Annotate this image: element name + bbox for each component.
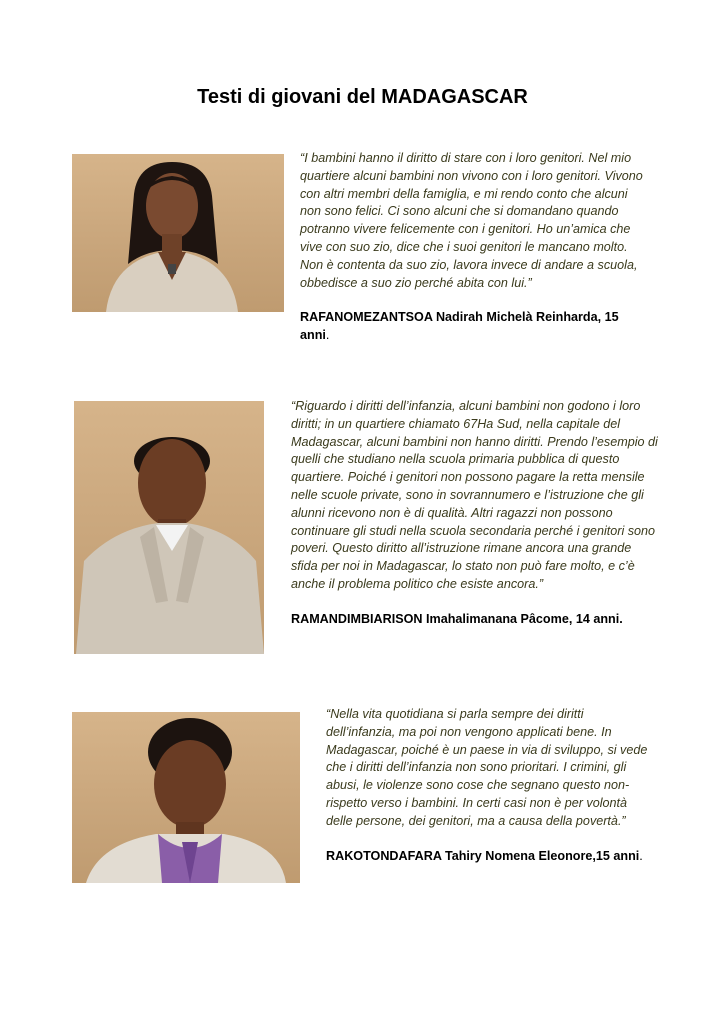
testimonial-quote-2: “Riguardo i diritti dell’infanzia, alcuni bambini non godono i loro diritti; in un quartiere chiamato 67Ha Sud, nella capitale del Madagascar, alcuni bambini non hanno diritti. Prendo l’esempio di quelli che studiano nella scuola primaria pubblica di questo quartiere. Poiché i genitori non possono pagare la retta mensile nelle scuole private, sono in sovrannumero e l’istruzione che gli alunni ricevono non è di qualità. Altri ragazzi non possono continuare gli studi nella scuola secondaria perché i genitori sono poveri. Questo diritto all’istruzione rimane ancora una grande sfida per noi in Madagascar, lo stato non può fare molto, e c’è anche il problema politico che esiste ancora.”: [291, 399, 658, 591]
testimonial-author-suffix-1: .: [325, 327, 330, 342]
portrait-photo-2: [74, 401, 264, 654]
testimonial-quote-3: “Nella vita quotidiana si parla sempre dei diritti dell’infanzia, ma poi non vengono applicati bene. In Madagascar, poiché è un paese in via di sviluppo, si vede che i diritti dell’infanzia non sono prioritari. I crimini, gli abusi, le violenze sono cose che segnano questo non-rispetto verso i bambini. In certi casi non è per volontà delle persone, dei genitori, ma a causa della povertà.”: [326, 707, 648, 828]
testimonial-author-1: [300, 309, 650, 345]
testimonial-author-3: [326, 848, 656, 866]
page-title: Testi di giovani del MADAGASCAR: [197, 86, 528, 108]
testimonial-author-name-3: RAKOTONDAFARA Tahiry Nomena Eleonore,15 anni: [326, 849, 640, 863]
testimonial-author-suffix-3: .: [639, 849, 643, 863]
testimonial-quote-1: “I bambini hanno il diritto di stare con i loro genitori. Nel mio quartiere alcuni bambini non vivono con i loro genitori. Vivono con altri membri della famiglia, e mi rendo conto che alcuni non sono felici. Ci sono alcuni che si domandano quando potranno vivere felicemente con i genitori. Ho un’amica che vive con suo zio, dice che i suoi genitori le mancano molto. Non è contenta da suo zio, lavora invece di andare a scuola, obbedisce a suo zio perché abita con lui.”: [300, 151, 643, 290]
portrait-photo-3: [72, 712, 300, 883]
testimonial-author-2: [291, 611, 671, 629]
testimonial-author-name-2: RAMANDIMBIARISON Imahalimanana Pâcome, 14 anni.: [291, 612, 623, 626]
testimonial-author-name-1: RAFANOMEZANTSOA Nadirah Michelà Reinharda, 15 anni: [300, 310, 619, 342]
portrait-photo-1: [72, 154, 284, 312]
